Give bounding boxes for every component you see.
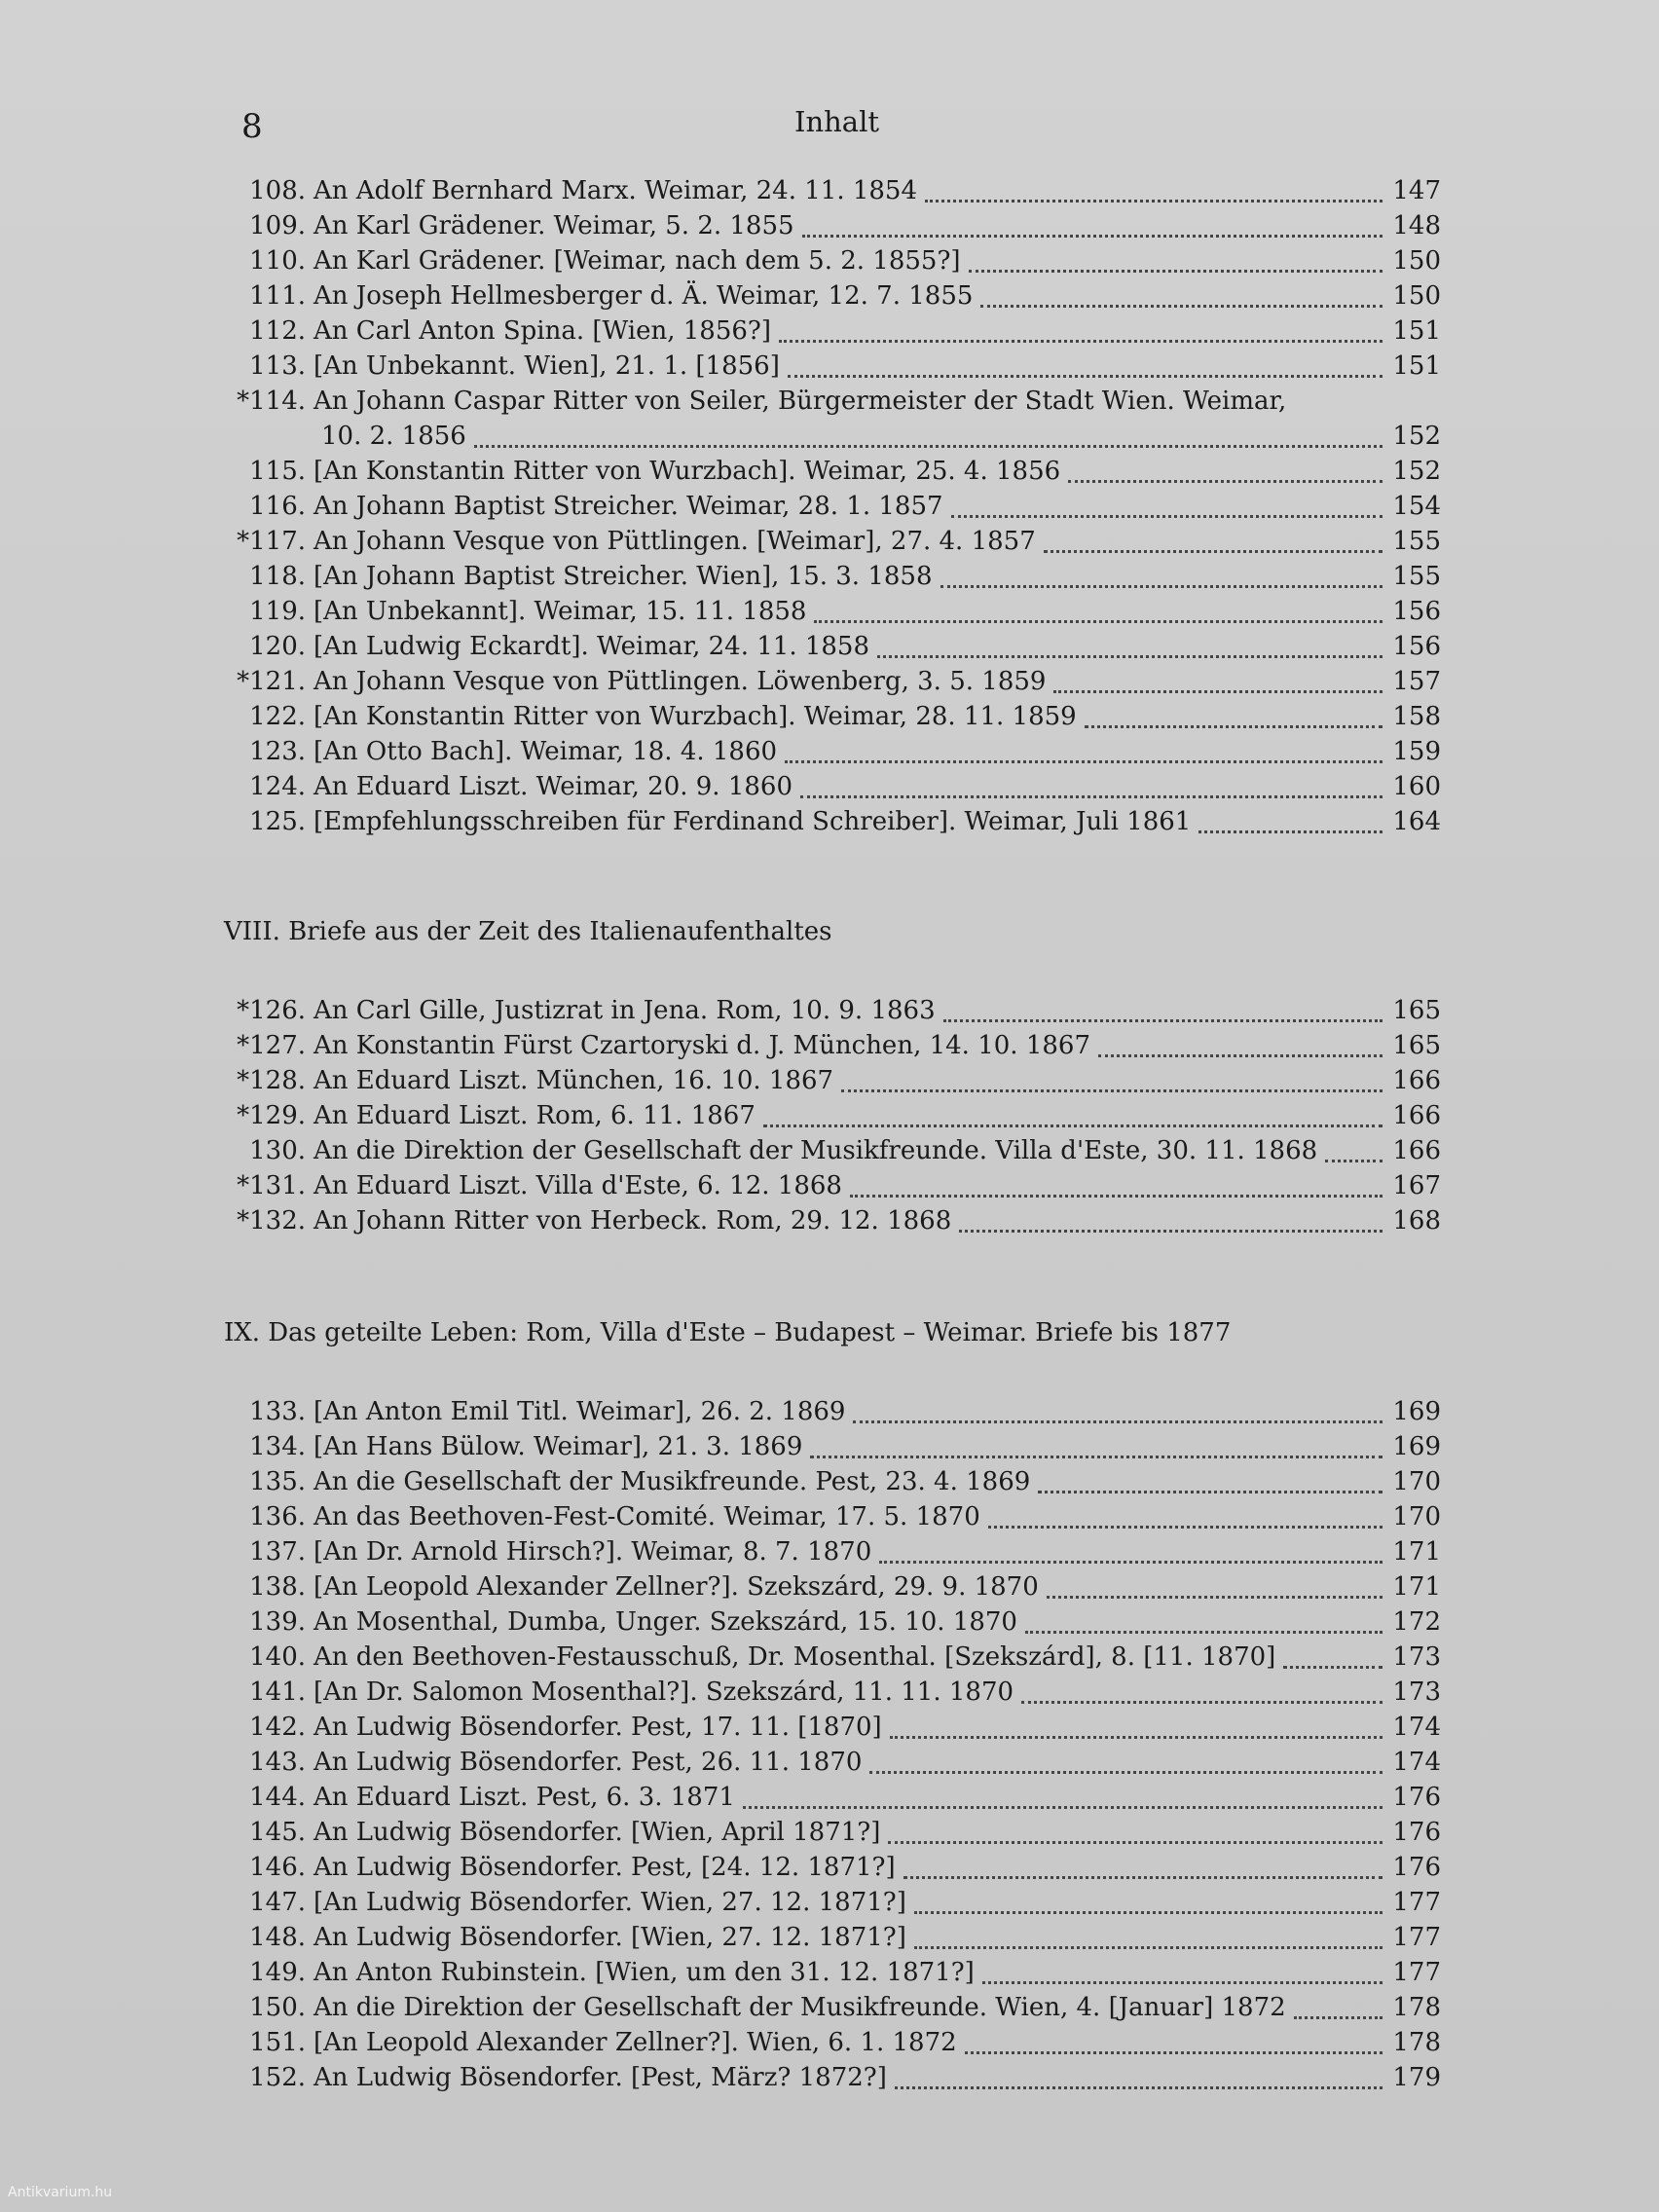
entry-page: 176 (1392, 1853, 1441, 1882)
toc-entry (224, 1534, 1441, 1569)
dot-leader (914, 1911, 1382, 1914)
entry-title: An Johann Vesque von Püttlingen. [Weimar], 27. 4. 1857 (313, 527, 1036, 556)
entry-page: 178 (1392, 1993, 1441, 2022)
toc-entry (224, 1955, 1441, 1990)
dot-leader (959, 1230, 1382, 1233)
entry-number: *117. (237, 527, 306, 556)
entry-title: An Joseph Hellmesberger d. Ä. Weimar, 12. 7. 1855 (313, 281, 974, 311)
dot-leader (850, 1195, 1382, 1198)
toc-entry (224, 1168, 1441, 1203)
entry-number: 125. (249, 807, 306, 836)
toc-entry (224, 1133, 1441, 1168)
entry-page: 167 (1392, 1171, 1441, 1200)
entry-page: 155 (1392, 527, 1441, 556)
entry-title: [An Otto Bach]. Weimar, 18. 4. 1860 (313, 737, 778, 766)
toc-entry (224, 1745, 1441, 1780)
entry-title: [An Konstantin Ritter von Wurzbach]. Weimar, 28. 11. 1859 (313, 702, 1077, 731)
entry-title: An Ludwig Bösendorfer. [Wien, 27. 12. 1871?] (313, 1923, 906, 1952)
entry-page: 165 (1392, 1031, 1441, 1060)
toc-entry (224, 1028, 1441, 1063)
toc-entry (224, 1063, 1441, 1098)
section-title-ix: IX. Das geteilte Leben: Rom, Villa d'Este – Budapest – Weimar. Briefe bis 1877 (224, 1318, 1232, 1347)
dot-leader (841, 1089, 1382, 1092)
toc-entry (224, 1885, 1441, 1920)
dot-leader (1283, 1666, 1382, 1669)
entry-page: 166 (1392, 1101, 1441, 1130)
entry-title: An Johann Vesque von Püttlingen. Löwenberg, 3. 5. 1859 (313, 667, 1047, 696)
dot-leader (890, 1736, 1382, 1739)
dot-leader (969, 270, 1382, 273)
entry-title: [An Ludwig Eckardt]. Weimar, 24. 11. 1858 (313, 632, 870, 661)
toc-entry (224, 594, 1441, 629)
toc-entry (224, 1710, 1441, 1745)
toc-entry (224, 1604, 1441, 1640)
entry-page: 152 (1392, 422, 1441, 451)
entry-number: 112. (249, 316, 306, 346)
toc-entry (224, 1640, 1441, 1675)
dot-leader (1053, 690, 1382, 693)
entry-number: 119. (249, 597, 306, 626)
entry-page: 174 (1392, 1748, 1441, 1777)
entry-page: 156 (1392, 597, 1441, 626)
dot-leader (1198, 830, 1382, 833)
entry-page: 159 (1392, 737, 1441, 766)
toc-entry (224, 1098, 1441, 1133)
entry-number: 138. (249, 1572, 306, 1602)
entry-title: [An Unbekannt. Wien], 21. 1. [1856] (313, 351, 780, 381)
entry-number: 120. (249, 632, 306, 661)
entry-title: [An Leopold Alexander Zellner?]. Szekszárd, 29. 9. 1870 (313, 1572, 1039, 1602)
entry-page: 177 (1392, 1958, 1441, 1987)
entry-number: 152. (249, 2063, 306, 2092)
page-number: 8 (241, 107, 263, 146)
entry-title: An die Gesellschaft der Musikfreunde. Pest, 23. 4. 1869 (313, 1467, 1031, 1496)
entry-title: An Ludwig Bösendorfer. [Pest, März? 1872?] (313, 2063, 887, 2092)
entry-title: [An Dr. Salomon Mosenthal?]. Szekszárd, 11. 11. 1870 (313, 1677, 1014, 1707)
toc-entry (224, 1675, 1441, 1710)
entry-number: 134. (249, 1432, 306, 1461)
toc-entry (224, 2060, 1441, 2095)
dot-leader (763, 1124, 1382, 1127)
entry-number: 137. (249, 1537, 306, 1567)
entry-page: 150 (1392, 281, 1441, 311)
entry-number: 140. (249, 1642, 306, 1672)
entry-page: 165 (1392, 996, 1441, 1025)
dot-leader (743, 1806, 1382, 1809)
entry-number: *131. (237, 1171, 306, 1200)
toc-entry (224, 489, 1441, 524)
dot-leader (1025, 1631, 1382, 1634)
entry-title: An Konstantin Fürst Czartoryski d. J. München, 14. 10. 1867 (313, 1031, 1090, 1060)
toc-entry (224, 629, 1441, 664)
dot-leader (1325, 1160, 1382, 1162)
toc-section-letters-108-125 (224, 173, 1441, 839)
entry-number: 147. (249, 1888, 306, 1917)
entry-title: [An Johann Baptist Streicher. Wien], 15. 3. 1858 (313, 562, 933, 591)
entry-page: 150 (1392, 246, 1441, 276)
dot-leader (814, 620, 1382, 623)
dot-leader (925, 200, 1382, 203)
toc-entry (224, 1203, 1441, 1238)
entry-page: 173 (1392, 1642, 1441, 1672)
entry-title: [An Leopold Alexander Zellner?]. Wien, 6. 1. 1872 (313, 2028, 957, 2057)
entry-number: 111. (249, 281, 306, 311)
toc-entry (224, 524, 1441, 559)
entry-number: 116. (249, 492, 306, 521)
entry-title: [An Unbekannt]. Weimar, 15. 11. 1858 (313, 597, 807, 626)
entry-number: *127. (237, 1031, 306, 1060)
dot-leader (1085, 725, 1382, 728)
entry-page: 148 (1392, 211, 1441, 240)
toc-entry (224, 804, 1441, 839)
dot-leader (940, 585, 1382, 588)
entry-number: *129. (237, 1101, 306, 1130)
toc-entry (224, 1850, 1441, 1885)
entry-number: 148. (249, 1923, 306, 1952)
entry-title: An Johann Ritter von Herbeck. Rom, 29. 12. 1868 (313, 1206, 952, 1235)
entry-number: 149. (249, 1958, 306, 1987)
entry-page: 178 (1392, 2028, 1441, 2057)
entry-title-continued: 10. 2. 1856 (321, 422, 466, 451)
toc-entry (224, 384, 1441, 454)
dot-leader (474, 445, 1382, 448)
entry-number: 122. (249, 702, 306, 731)
dot-leader (980, 305, 1382, 308)
toc-entry (224, 349, 1441, 384)
entry-page: 154 (1392, 492, 1441, 521)
entry-title: An Carl Anton Spina. [Wien, 1856?] (313, 316, 772, 346)
entry-title: An die Direktion der Gesellschaft der Musikfreunde. Wien, 4. [Januar] 1872 (313, 1993, 1286, 2022)
dot-leader (869, 1771, 1382, 1774)
dot-leader (951, 515, 1382, 518)
dot-leader (1044, 550, 1382, 553)
entry-number: 136. (249, 1502, 306, 1531)
section-title-viii: VIII. Briefe aus der Zeit des Italienaufenthaltes (224, 917, 832, 946)
entry-page: 155 (1392, 562, 1441, 591)
dot-leader (879, 1561, 1382, 1564)
entry-number: 108. (249, 176, 306, 205)
entry-number: 144. (249, 1783, 306, 1812)
entry-number: 142. (249, 1713, 306, 1742)
entry-number: *126. (237, 996, 306, 1025)
entry-page: 152 (1392, 457, 1441, 486)
watermark: Antikvarium.hu (8, 2185, 113, 2200)
dot-leader (1038, 1491, 1382, 1493)
toc-entry (224, 1394, 1441, 1429)
entry-title: An Eduard Liszt. München, 16. 10. 1867 (313, 1066, 834, 1095)
entry-number: 118. (249, 562, 306, 591)
entry-title: An Ludwig Bösendorfer. Pest, 17. 11. [1870] (313, 1713, 882, 1742)
dot-leader (785, 760, 1382, 763)
entry-page: 173 (1392, 1677, 1441, 1707)
dot-leader (965, 2051, 1382, 2054)
dot-leader (895, 2086, 1382, 2089)
entry-title: [An Anton Emil Titl. Weimar], 26. 2. 1869 (313, 1397, 846, 1426)
toc-entry (224, 1569, 1441, 1604)
entry-title: [Empfehlungsschreiben für Ferdinand Schreiber]. Weimar, Juli 1861 (313, 807, 1192, 836)
entry-title: An Johann Caspar Ritter von Seiler, Bürgermeister der Stadt Wien. Weimar, (313, 387, 1287, 416)
entry-page: 171 (1392, 1537, 1441, 1567)
dot-leader (1068, 480, 1382, 483)
entry-number: 109. (249, 211, 306, 240)
toc-entry (224, 1990, 1441, 2025)
entry-title: [An Ludwig Bösendorfer. Wien, 27. 12. 1871?] (313, 1888, 906, 1917)
entry-number: 141. (249, 1677, 306, 1707)
dot-leader (1047, 1596, 1382, 1599)
toc-entry (224, 1920, 1441, 1955)
running-head: Inhalt (794, 105, 880, 138)
entry-page: 170 (1392, 1502, 1441, 1531)
entry-number: 130. (249, 1136, 306, 1165)
entry-number: 135. (249, 1467, 306, 1496)
toc-section-letters-133-152 (224, 1394, 1441, 2095)
toc-entry (224, 2025, 1441, 2060)
entry-title: An Eduard Liszt. Villa d'Este, 6. 12. 1868 (313, 1171, 842, 1200)
entry-page: 157 (1392, 667, 1441, 696)
dot-leader (903, 1876, 1382, 1879)
toc-entry (224, 1780, 1441, 1815)
dot-leader (810, 1456, 1382, 1458)
toc-entry (224, 278, 1441, 313)
entry-page: 160 (1392, 772, 1441, 801)
entry-page: 177 (1392, 1888, 1441, 1917)
dot-leader (853, 1420, 1382, 1423)
entry-title: An das Beethoven-Fest-Comité. Weimar, 17. 5. 1870 (313, 1502, 980, 1531)
entry-number: 146. (249, 1853, 306, 1882)
dot-leader (943, 1019, 1382, 1022)
entry-page: 169 (1392, 1397, 1441, 1426)
entry-title: An Ludwig Bösendorfer. [Wien, April 1871?] (313, 1818, 881, 1847)
entry-number: *114. (237, 387, 306, 416)
entry-title: An Mosenthal, Dumba, Unger. Szekszárd, 15. 10. 1870 (313, 1607, 1017, 1637)
toc-section-letters-126-132 (224, 993, 1441, 1238)
entry-title: An Adolf Bernhard Marx. Weimar, 24. 11. 1854 (313, 176, 918, 205)
toc-entry (224, 208, 1441, 243)
toc-entry (224, 1499, 1441, 1534)
entry-title: [An Konstantin Ritter von Wurzbach]. Weimar, 25. 4. 1856 (313, 457, 1061, 486)
toc-entry (224, 664, 1441, 699)
toc-entry (224, 1429, 1441, 1464)
entry-page: 171 (1392, 1572, 1441, 1602)
entry-number: 139. (249, 1607, 306, 1637)
entry-number: 113. (249, 351, 306, 381)
entry-page: 164 (1392, 807, 1441, 836)
entry-number: 150. (249, 1993, 306, 2022)
dot-leader (802, 235, 1382, 238)
dot-leader (877, 655, 1382, 658)
entry-page: 170 (1392, 1467, 1441, 1496)
entry-number: *128. (237, 1066, 306, 1095)
toc-entry (224, 699, 1441, 734)
entry-title: [An Hans Bülow. Weimar], 21. 3. 1869 (313, 1432, 803, 1461)
entry-page: 147 (1392, 176, 1441, 205)
entry-page: 176 (1392, 1783, 1441, 1812)
dot-leader (1098, 1054, 1382, 1057)
entry-page: 172 (1392, 1607, 1441, 1637)
entry-title: An den Beethoven-Festausschuß, Dr. Mosenthal. [Szekszárd], 8. [11. 1870] (313, 1642, 1276, 1672)
toc-entry (224, 769, 1441, 804)
entry-title: An Eduard Liszt. Rom, 6. 11. 1867 (313, 1101, 756, 1130)
dot-leader (888, 1841, 1382, 1844)
entry-number: 123. (249, 737, 306, 766)
dot-leader (788, 375, 1382, 378)
entry-number: *121. (237, 667, 306, 696)
dot-leader (914, 1946, 1382, 1949)
toc-entry (224, 454, 1441, 489)
toc-entry (224, 1464, 1441, 1499)
dot-leader (982, 1981, 1382, 1984)
dot-leader (1294, 2016, 1382, 2019)
entry-title: An Ludwig Bösendorfer. Pest, 26. 11. 1870 (313, 1748, 863, 1777)
entry-title: An Eduard Liszt. Pest, 6. 3. 1871 (313, 1783, 735, 1812)
entry-number: 124. (249, 772, 306, 801)
entry-title: An Karl Grädener. [Weimar, nach dem 5. 2. 1855?] (313, 246, 961, 276)
toc-entry (224, 313, 1441, 349)
dot-leader (1021, 1701, 1382, 1704)
entry-title: [An Dr. Arnold Hirsch?]. Weimar, 8. 7. 1870 (313, 1537, 872, 1567)
toc-entry (224, 1815, 1441, 1850)
entry-number: 145. (249, 1818, 306, 1847)
entry-page: 174 (1392, 1713, 1441, 1742)
entry-number: 110. (249, 246, 306, 276)
entry-page: 158 (1392, 702, 1441, 731)
entry-title: An Eduard Liszt. Weimar, 20. 9. 1860 (313, 772, 793, 801)
entry-number: *132. (237, 1206, 306, 1235)
entry-title: An Carl Gille, Justizrat in Jena. Rom, 10. 9. 1863 (313, 996, 936, 1025)
entry-title: An Karl Grädener. Weimar, 5. 2. 1855 (313, 211, 794, 240)
entry-page: 168 (1392, 1206, 1441, 1235)
toc-entry (224, 559, 1441, 594)
toc-entry (224, 173, 1441, 208)
toc-entry (224, 993, 1441, 1028)
entry-number: 151. (249, 2028, 306, 2057)
entry-title: An Ludwig Bösendorfer. Pest, [24. 12. 1871?] (313, 1853, 896, 1882)
entry-page: 156 (1392, 632, 1441, 661)
entry-number: 133. (249, 1397, 306, 1426)
entry-page: 166 (1392, 1066, 1441, 1095)
dot-leader (779, 340, 1382, 343)
entry-page: 176 (1392, 1818, 1441, 1847)
entry-page: 179 (1392, 2063, 1441, 2092)
entry-title: An Johann Baptist Streicher. Weimar, 28. 1. 1857 (313, 492, 943, 521)
entry-title: An Anton Rubinstein. [Wien, um den 31. 12. 1871?] (313, 1958, 975, 1987)
entry-number: 143. (249, 1748, 306, 1777)
entry-number: 115. (249, 457, 306, 486)
entry-page: 151 (1392, 316, 1441, 346)
dot-leader (800, 795, 1382, 798)
entry-title: An die Direktion der Gesellschaft der Musikfreunde. Villa d'Este, 30. 11. 1868 (313, 1136, 1318, 1165)
toc-entry (224, 243, 1441, 278)
toc-entry (224, 734, 1441, 769)
entry-page: 166 (1392, 1136, 1441, 1165)
entry-page: 151 (1392, 351, 1441, 381)
dot-leader (988, 1526, 1382, 1529)
entry-page: 177 (1392, 1923, 1441, 1952)
entry-page: 169 (1392, 1432, 1441, 1461)
